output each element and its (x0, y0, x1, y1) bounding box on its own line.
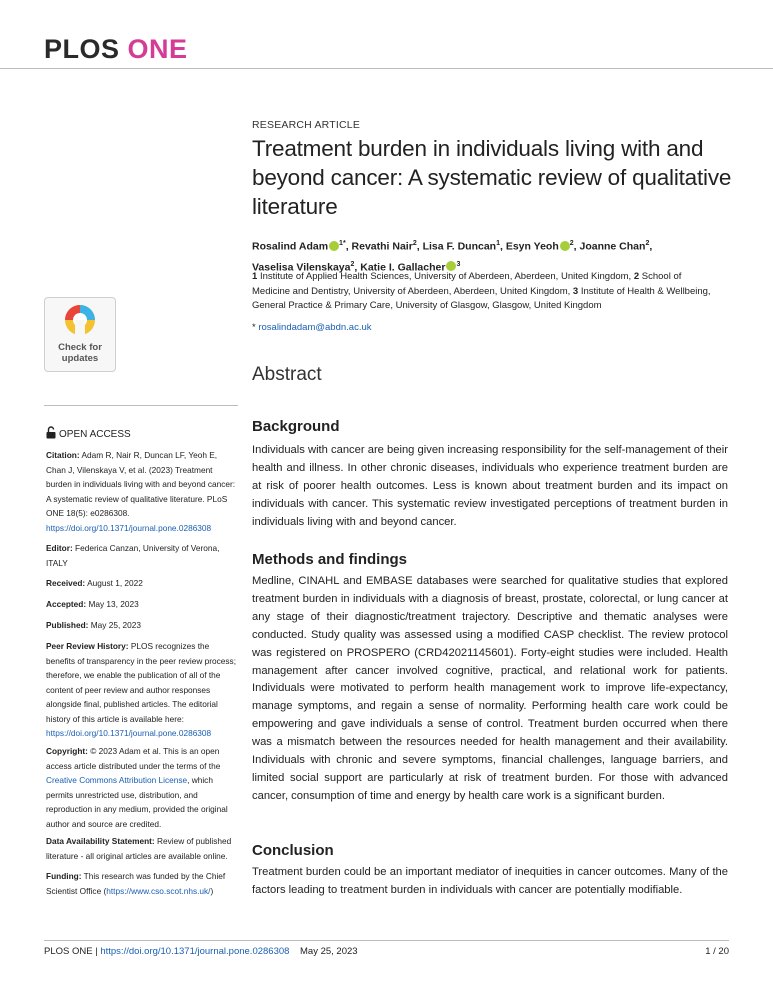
copyright-block: Copyright: © 2023 Adam et al. This is an open access article distributed under the terms of the Creative Commons Attribution License, which permits unrestricted use, distribution, and reproduction in any medium, provided the original author and source are credited. (46, 746, 228, 829)
funding-link[interactable]: https://www.cso.scot.nhs.uk/ (106, 885, 211, 896)
author[interactable]: Rosalind Adam (252, 240, 329, 253)
citation-block: Citation: Adam R, Nair R, Duncan LF, Yeoh E, Chan J, Vilenskaya V, et al. (2023) Treatment burden in individuals living with and beyond cancer: A systematic review of qualitative literature. PLoS ONE 18(5): e0286308. https://doi.org/10.1371/journal.pone.0286308 (46, 450, 236, 533)
author[interactable]: Vaselisa Vilenskaya (252, 261, 351, 273)
received-line: Received: August 1, 2022 (46, 578, 143, 588)
open-lock-icon (46, 426, 56, 439)
footer-date: May 25, 2023 (300, 946, 358, 957)
orcid-icon[interactable] (329, 241, 339, 251)
license-link[interactable]: Creative Commons Attribution License (46, 775, 188, 785)
check-for-updates-badge[interactable] (44, 297, 116, 372)
author[interactable]: Joanne Chan (579, 240, 646, 253)
background-text: Individuals with cancer are being given increasing responsibility for the self-management of their health and illness. In other chronic diseases, individuals who experience treatment burden are at risk of poorer health outcomes. Less is known about treatment burden and its impact on individuals with cancer. This systematic review investigated perceptions of treatment burden in individuals living with and beyond cancer. (252, 444, 728, 528)
badge-line-2: updates (61, 353, 99, 364)
methods-text: Medline, CINAHL and EMBASE databases were searched for qualitative studies that explored treatment burden in individuals with a diagnosis of breast, prostate, colorectal, or lung cancer at any stage of their diagnostic/treatment trajectory. Descriptive and thematic analyses were conducted. Study quality was assessed using a modified CASP checklist. The review protocol was registered on PROSPERO (CRD42021145601). Forty-eight studies were included. Health management after cancer involved cognitive, practical, and relational work for patients. Individuals were motivated to perform health management work to improve life-expectancy, manage symptoms, and regain a sense of normality. Performing health care work could be empowering and gave individuals a sense of control. Treatment burden occurred when there was a mismatch between the resources needed for health management and their availability. Individuals with chronic and severe symptoms, financial challenges, language barriers, and limited social support are particularly at risk of treatment burden. For those with advanced cancer, consumption of time and energy by health care work is a significant burden. (252, 575, 728, 802)
funding-block: Funding: This research was funded by the Chief Scientist Office (https://www.cso.scot.nhs.uk/) (46, 871, 226, 896)
methods-heading: Methods and findings (252, 551, 407, 568)
conclusion-text: Treatment burden could be an important mediator of inequities in cancer outcomes. Many of the factors leading to treatment burden in individuals with cancer are potentially modifiable. (252, 866, 728, 896)
article-type: RESEARCH ARTICLE (252, 119, 361, 131)
peer-review-block: Peer Review History: PLOS recognizes the benefits of transparency in the peer review process; therefore, we enable the publication of all of the content of peer review and author responses alongside final, published articles. The editorial history of this article is available here: https://doi.org/10.1371/journal.pone.0286308 (46, 641, 237, 738)
author[interactable]: Revathi Nair (351, 240, 413, 253)
affiliations: 1 Institute of Applied Health Sciences, University of Aberdeen, Aberdeen, United Kingdom, 2 School of Medicine and Dentistry, University of Aberdeen, Aberdeen, United Kingdom, 3 Institute of Health & Wellbeing, General Practice & Primary Care, University of Glasgow, Glasgow, United Kingdom (252, 271, 711, 311)
page-number: 1 / 20 (705, 946, 729, 957)
badge-line-1: Check for (58, 342, 102, 353)
sidebar-divider (44, 405, 238, 406)
open-access-label: OPEN ACCESS (46, 426, 131, 440)
abstract-heading: Abstract (252, 364, 322, 385)
peer-review-link[interactable]: https://doi.org/10.1371/journal.pone.0286308 (46, 728, 212, 738)
editor-block: Editor: Federica Canzan, University of Verona, ITALY (46, 543, 220, 568)
accepted-line: Accepted: May 13, 2023 (46, 599, 139, 609)
footer-divider (44, 940, 729, 941)
citation-doi-link[interactable]: https://doi.org/10.1371/journal.pone.0286308 (46, 522, 212, 533)
journal-logo: PLOS ONE (44, 34, 188, 64)
author-list: Rosalind Adam $^{1*}$, Revathi Nair$^2$, Lisa F. Duncan$^1$, Esyn Yeoh $^2$, Joanne Chan$^2$, Vaselisa Vilenskaya$^2$, Katie I. Gallacher $^3$ (252, 240, 653, 273)
published-line: Published: May 25, 2023 (46, 620, 142, 630)
author[interactable]: Katie I. Gallacher (360, 261, 446, 273)
conclusion-heading: Conclusion (252, 842, 334, 859)
email-link[interactable]: rosalindadam@abdn.ac.uk (258, 322, 372, 333)
crossmark-icon (62, 304, 98, 340)
data-availability-block: Data Availability Statement: Review of published literature - all original articles are available online. (46, 836, 232, 861)
orcid-icon[interactable] (560, 241, 570, 251)
author[interactable]: Esyn Yeoh (505, 240, 559, 253)
article-title: Treatment burden in individuals living with and beyond cancer: A systematic review of qualitative literature (252, 136, 732, 219)
author[interactable]: Lisa F. Duncan (422, 240, 497, 253)
corresponding-email: * rosalindadam@abdn.ac.uk (252, 322, 372, 333)
background-heading: Background (252, 418, 340, 435)
footer-doi-link[interactable]: https://doi.org/10.1371/journal.pone.0286308 (100, 946, 290, 957)
header-divider (0, 68, 773, 69)
footer-citation: PLOS ONE | https://doi.org/10.1371/journal.pone.0286308 May 25, 2023 (44, 946, 358, 957)
